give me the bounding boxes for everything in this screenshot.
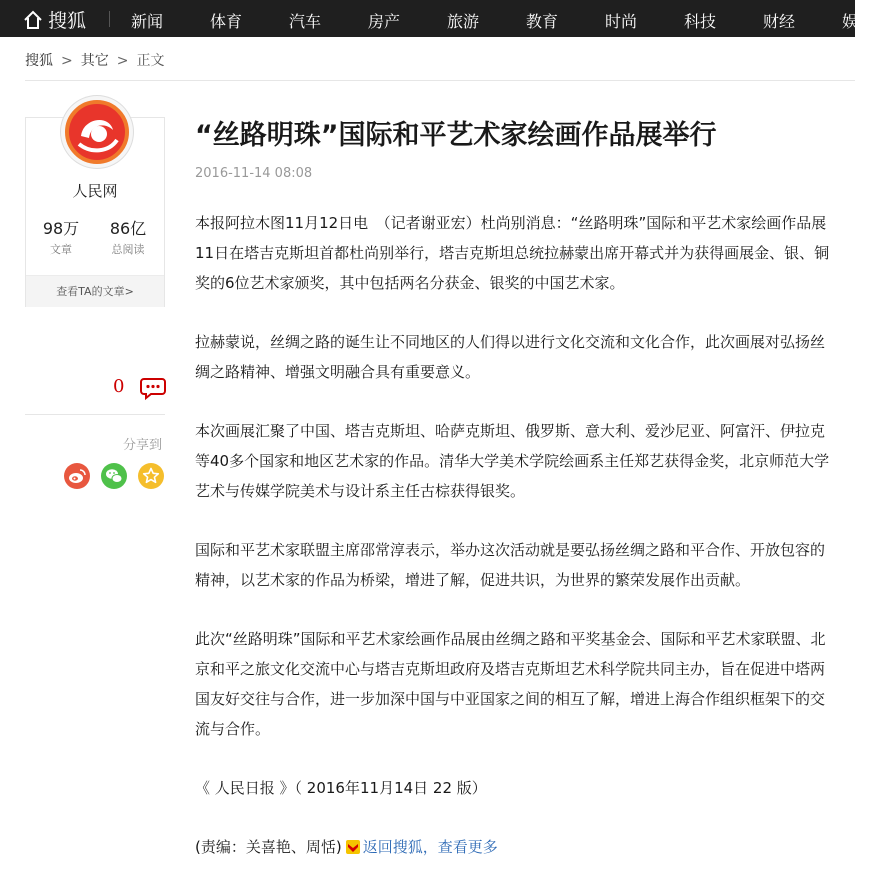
avatar[interactable] — [61, 96, 133, 168]
home-icon — [22, 9, 44, 31]
nav-item-education[interactable]: 教育 — [526, 12, 559, 31]
sohu-logo[interactable] — [22, 6, 86, 33]
nav-divider — [109, 11, 110, 27]
logo-text: 搜狐 — [48, 10, 87, 32]
reads-label: 总阅读 — [111, 243, 145, 256]
article-title: “丝路明珠”国际和平艺术家绘画作品展举行 — [195, 120, 717, 151]
share-label: 分享到 — [123, 438, 163, 453]
paragraph: 此次“丝路明珠”国际和平艺术家绘画作品展由丝绸之路和平奖基金会、国际和平艺术家联盟、北京和平之旅文化交流中心与塔吉克斯坦政府及塔吉克斯坦艺术科学院共同主办，旨在促进中塔两国友好交往与合作，进一步加深中国与中亚国家之间的相互了解，增进上海合作组织框架下的交流与合作。 — [195, 630, 826, 738]
favorite-icon[interactable] — [138, 463, 164, 489]
stat-reads — [98, 216, 158, 257]
wechat-icon[interactable] — [101, 463, 127, 489]
breadcrumb-current: 正文 — [136, 53, 165, 69]
nav-item-auto[interactable]: 汽车 — [289, 12, 322, 31]
author-name[interactable]: 人民网 — [72, 182, 118, 200]
author-card — [25, 117, 165, 307]
breadcrumb-separator: > — [61, 53, 73, 69]
comment-count[interactable]: 0 — [113, 376, 125, 397]
paragraph: 本次画展汇聚了中国、塔吉克斯坦、哈萨克斯坦、俄罗斯、意大利、爱沙尼亚、阿富汗、伊拉克等40多个国家和地区艺术家的作品。清华大学美术学院绘画系主任郑艺获得金奖，北京师范大学艺术与传媒学院美术与设计系主任古棕获得银奖。 — [195, 422, 830, 500]
breadcrumb-separator: > — [116, 53, 129, 69]
breadcrumb — [25, 50, 164, 70]
breadcrumb-category[interactable]: 其它 — [80, 53, 109, 69]
breadcrumb-home[interactable]: 搜狐 — [25, 53, 53, 69]
sohu-fox-icon — [346, 840, 360, 854]
article-body — [195, 208, 835, 862]
nav-item-news[interactable]: 新闻 — [131, 12, 164, 31]
back-to-sohu-link[interactable]: 返回搜狐，查看更多 — [362, 838, 498, 856]
publish-date: 2016-11-14 08:08 — [195, 166, 313, 181]
editor-line — [195, 832, 835, 862]
nav-item-sports[interactable]: 体育 — [210, 12, 243, 31]
articles-label: 文章 — [50, 243, 72, 256]
top-nav-bar — [0, 0, 874, 37]
source-line: 《 人民日报 》（ 2016年11月14日 22 版） — [195, 779, 487, 797]
people-daily-logo-icon — [61, 96, 133, 168]
reads-count: 86亿 — [109, 219, 147, 238]
weibo-icon[interactable] — [64, 463, 90, 489]
articles-count: 98万 — [42, 219, 80, 238]
author-articles-link[interactable]: 查看TA的文章> — [26, 275, 164, 307]
nav-item-finance[interactable]: 财经 — [763, 12, 796, 31]
paragraph: 国际和平艺术家联盟主席邵常淳表示，举办这次活动就是要弘扬丝绸之路和平合作、开放包容的精神，以艺术家的作品为桥梁，增进了解，促进共识，为世界的繁荣发展作出贡献。 — [195, 541, 826, 589]
nav-item-fashion[interactable]: 时尚 — [605, 12, 638, 31]
stat-articles — [31, 216, 91, 257]
editor-credit: (责编：关喜艳、周恬) — [195, 838, 342, 856]
paragraph: 拉赫蒙说，丝绸之路的诞生让不同地区的人们得以进行文化交流和文化合作，此次画展对弘扬丝绸之路精神、增强文明融合具有重要意义。 — [195, 333, 826, 381]
nav-item-entertainment[interactable]: 娱乐 — [842, 12, 874, 31]
nav-item-travel[interactable]: 旅游 — [447, 12, 480, 31]
nav-item-tech[interactable]: 科技 — [684, 12, 717, 31]
nav-item-house[interactable]: 房产 — [368, 12, 401, 31]
comment-icon[interactable] — [140, 376, 166, 400]
divider — [25, 80, 855, 81]
paragraph: 本报阿拉木图11月12日电 （记者谢亚宏）杜尚别消息：“丝路明珠”国际和平艺术家绘画作品展11日在塔吉克斯坦首都杜尚别举行，塔吉克斯坦总统拉赫蒙出席开幕式并为获得画展金、银、铜奖的6位艺术家颁奖，其中包括两名分获金、银奖的中国艺术家。 — [195, 214, 830, 292]
divider — [25, 414, 165, 415]
